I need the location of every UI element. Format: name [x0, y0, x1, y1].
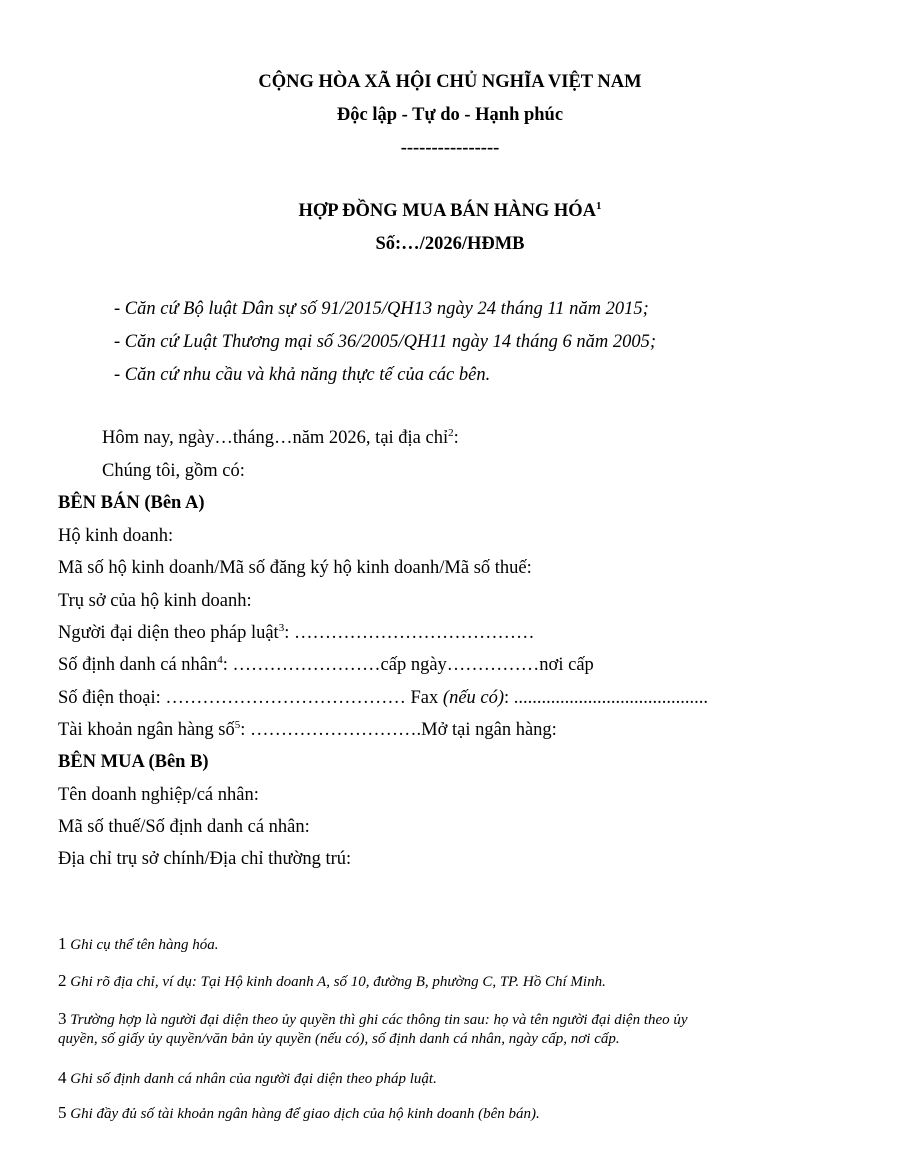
- seller-tax-code: Mã số hộ kinh doanh/Mã số đăng ký hộ kinh doanh/Mã số thuế:: [58, 558, 532, 578]
- motto: Độc lập - Tự do - Hạnh phúc: [336, 105, 564, 125]
- footnote-ref-1: 1: [596, 200, 602, 212]
- contract-number: Số:…/2026/HĐMB: [375, 234, 525, 254]
- parties-line: Chúng tôi, gồm có:: [102, 461, 245, 481]
- country-name: CỘNG HÒA XÃ HỘI CHỦ NGHĨA VIỆT NAM: [258, 72, 642, 92]
- seller-phone-fax: Số điện thoại: ………………………………… Fax (nếu có): ..........................................: [58, 688, 709, 708]
- buyer-heading: BÊN MUA (Bên B): [58, 752, 209, 772]
- legal-basis-2: - Căn cứ Luật Thương mại số 36/2005/QH11 ngày 14 tháng 6 năm 2005;: [114, 332, 657, 352]
- footnote-ref-3: 3: [278, 622, 285, 634]
- footnote-4: 4 Ghi số định danh cá nhân của người đại diện theo pháp luật.: [58, 1068, 437, 1087]
- seller-representative: Người đại diện theo pháp luật$^3$: …………………………………: [58, 622, 535, 643]
- seller-office: Trụ sở của hộ kinh doanh:: [58, 591, 252, 611]
- contract-title: HỢP ĐỒNG MUA BÁN HÀNG HÓA$^1$: [298, 200, 602, 221]
- header-separator: ----------------: [400, 138, 500, 158]
- buyer-tax-code: Mã số thuế/Số định danh cá nhân:: [58, 817, 310, 837]
- seller-heading: BÊN BÁN (Bên A): [58, 493, 205, 513]
- legal-basis-1: - Căn cứ Bộ luật Dân sự số 91/2015/QH13 ngày 24 tháng 11 năm 2015;: [114, 299, 649, 319]
- footnote-5: 5 Ghi đầy đủ số tài khoản ngân hàng để giao dịch của hộ kinh doanh (bên bán).: [58, 1103, 540, 1122]
- seller-business: Hộ kinh doanh:: [58, 526, 174, 546]
- footnote-1: 1 Ghi cụ thể tên hàng hóa.: [58, 934, 219, 953]
- footnote-ref-5: 5: [234, 719, 241, 731]
- seller-personal-id: Số định danh cá nhân$^4$: ……………………cấp ngày……………nơi cấp: [58, 654, 594, 675]
- seller-bank-account: Tài khoản ngân hàng số$^5$: ……………………….Mở tại ngân hàng:: [58, 719, 557, 740]
- footnote-ref-4: 4: [217, 654, 223, 666]
- buyer-address: Địa chỉ trụ sở chính/Địa chỉ thường trú:: [58, 849, 352, 869]
- footnote-ref-2: 2: [448, 427, 454, 439]
- footnote-3: 3 Trường hợp là người đại diện theo ủy quyền thì ghi các thông tin sau: họ và tên người đại diện theo ủy: [58, 1009, 688, 1028]
- date-place-line: Hôm nay, ngày…tháng…năm 2026, tại địa chỉ$^2$:: [102, 427, 459, 448]
- footnote-2: 2 Ghi rõ địa chỉ, ví dụ: Tại Hộ kinh doanh A, số 10, đường B, phường C, TP. Hồ Chí Minh.: [58, 971, 606, 990]
- footnote-3-continued: quyền, số giấy ủy quyền/văn bản ủy quyền (nếu có), số định danh cá nhân, ngày cấp, nơi cấp.: [58, 1031, 620, 1047]
- legal-basis-3: - Căn cứ nhu cầu và khả năng thực tế của các bên.: [114, 365, 491, 385]
- buyer-name: Tên doanh nghiệp/cá nhân:: [58, 785, 259, 805]
